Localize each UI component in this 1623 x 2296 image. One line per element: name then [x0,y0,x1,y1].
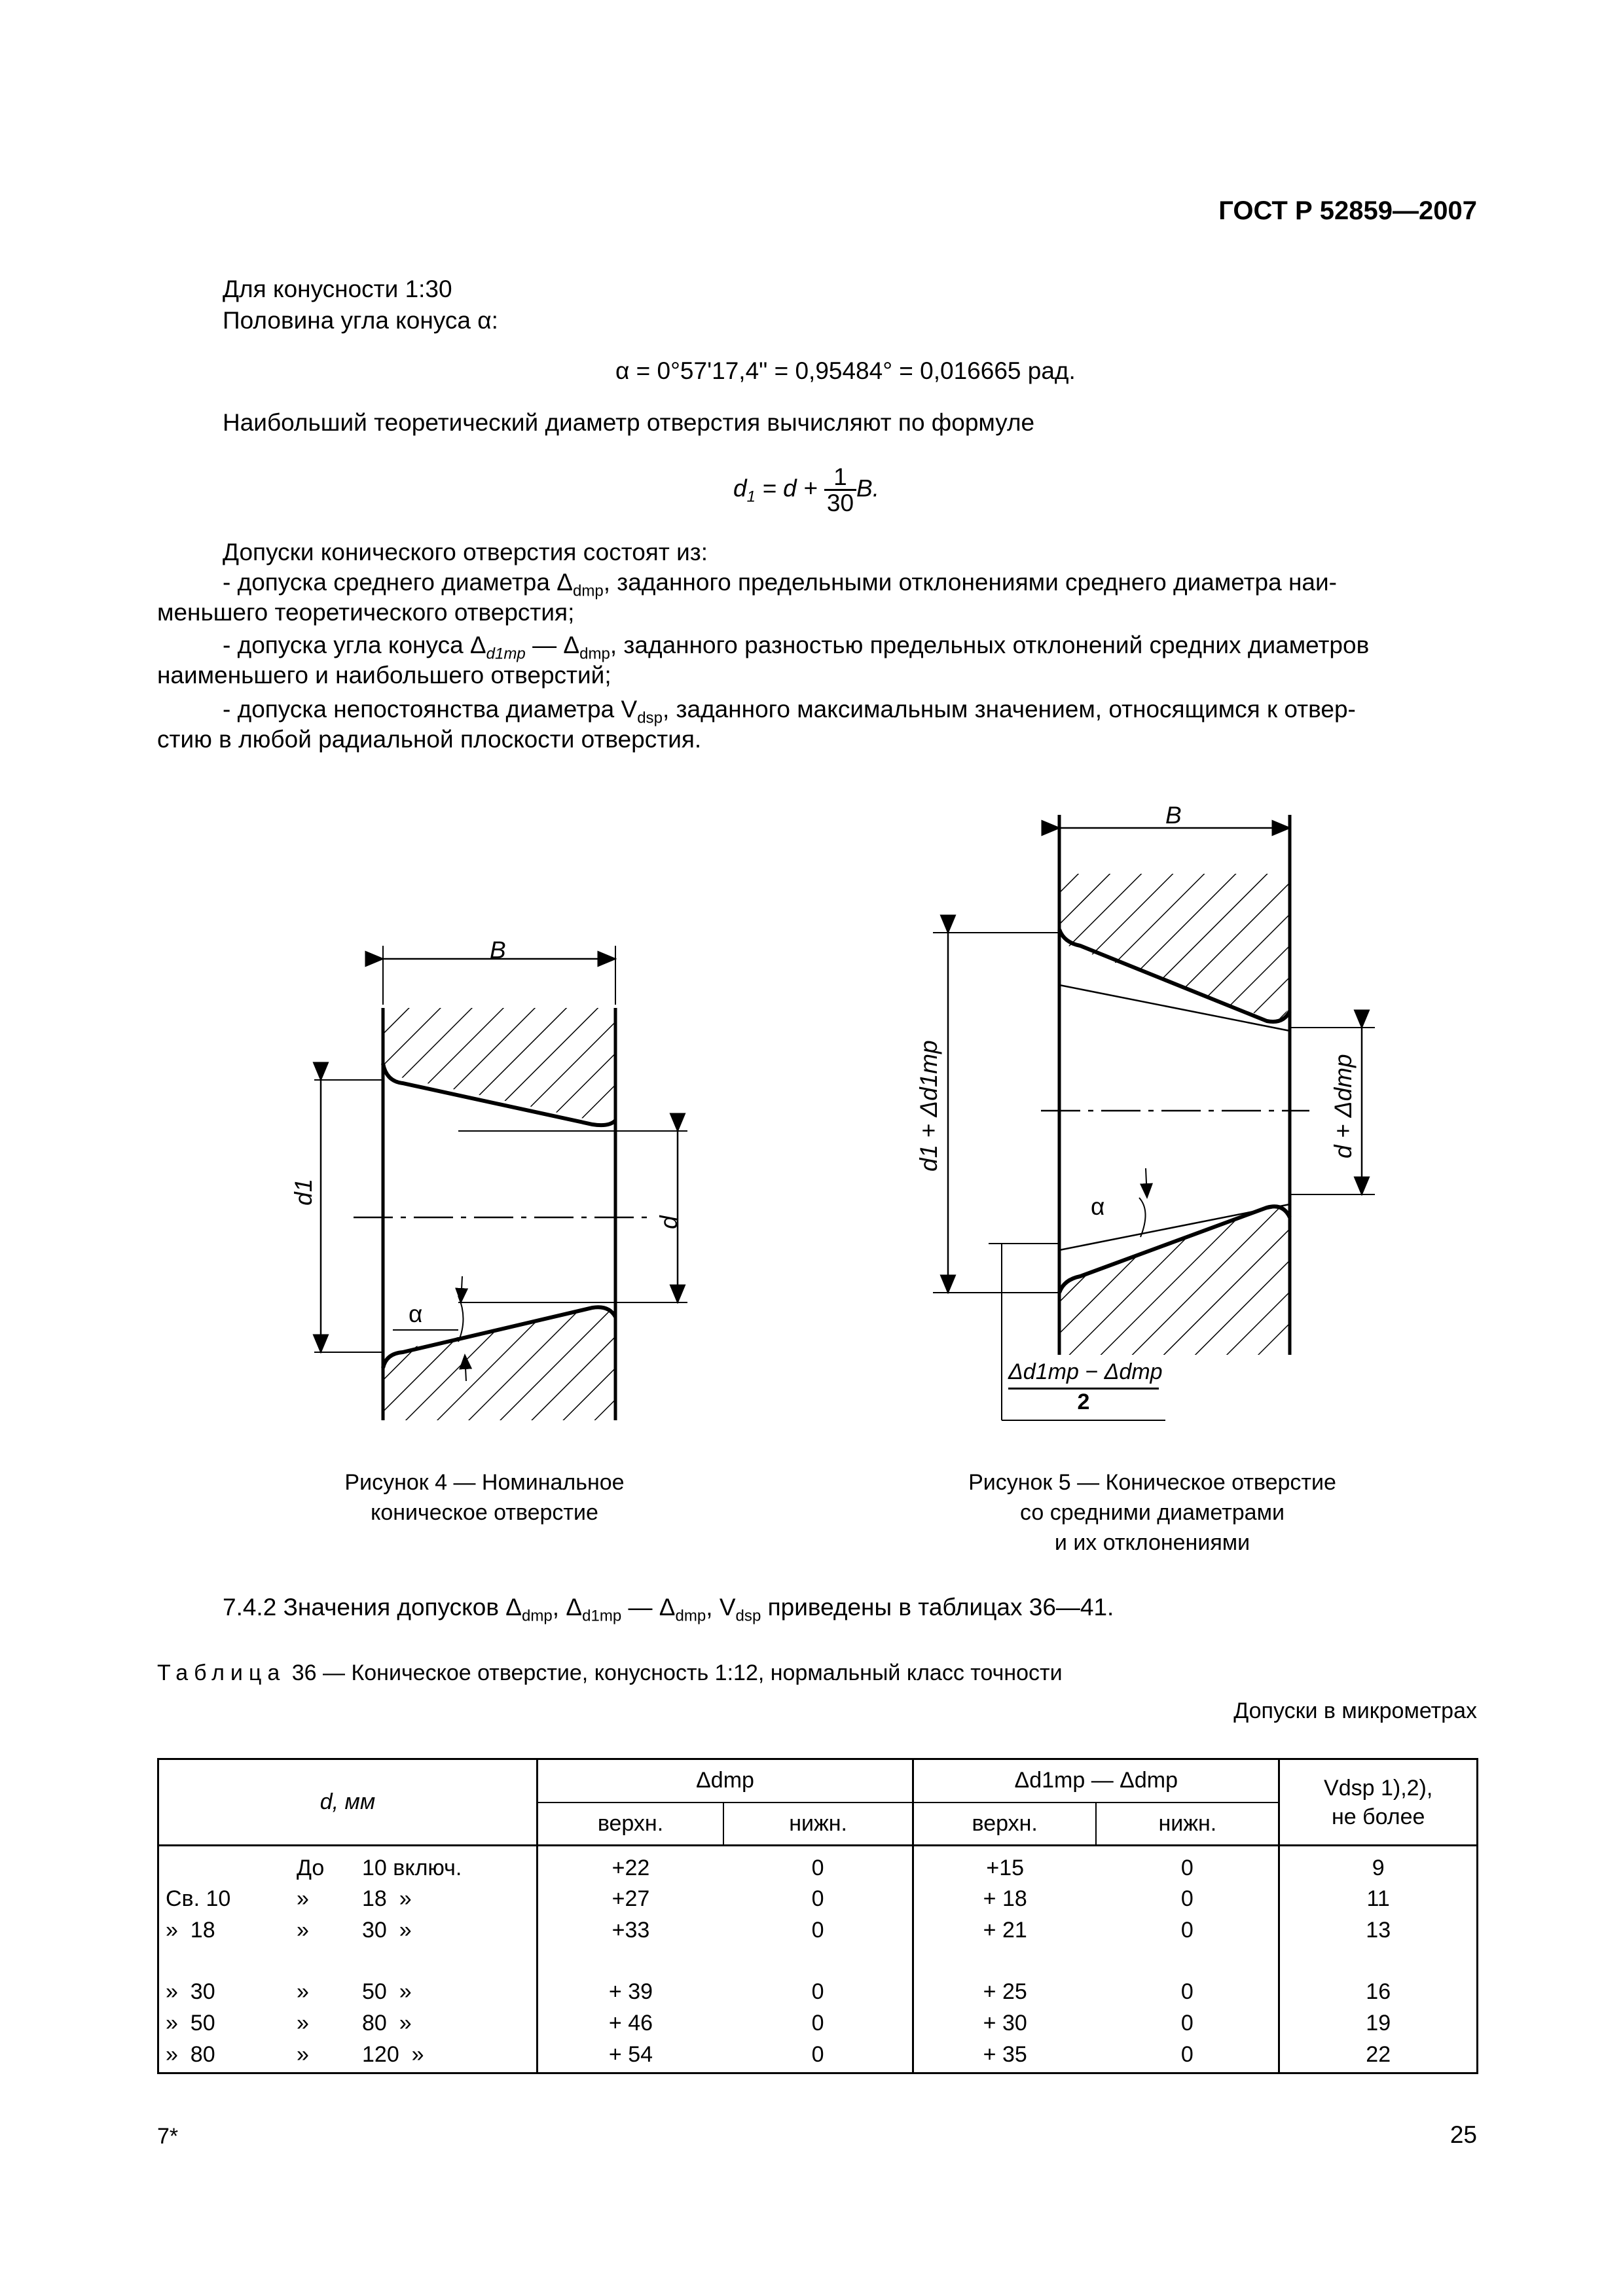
table-cell: 0 [723,1918,913,1949]
table-header-row-1 [158,1759,1478,1803]
section-7-4-2 [223,1592,1114,1632]
fig4-label-b: B [490,937,506,963]
cell-d-part: 10 включ. [362,1856,462,1880]
table-cell: 0 [723,1949,913,2011]
item3-sub: dsp [637,709,663,727]
table-row [158,2042,1478,2073]
item3-line2: стию в любой радиальной плоскости отверстия. [157,726,702,753]
formula-lhs: d [733,475,747,502]
table-row [158,1886,1478,1918]
table-cell: 16 [1279,1949,1478,2011]
cell-d-part: » [297,2010,309,2036]
figure4-drawing [314,946,687,1420]
fig5-bottom-section [1059,1207,1290,1355]
fig4-label-d: d [655,1215,682,1229]
cell-d-range [158,2042,538,2073]
table-row [158,2011,1478,2042]
table-cell: + 46 [608,2010,653,2036]
page-number: 25 [1450,2121,1477,2148]
fig5-label-left: d1 + Δd1mp [915,1040,942,1172]
cell-d-part: 30 » [362,1917,412,1943]
fig5-fraction-numerator: Δd1mp − Δdmp [1008,1356,1159,1390]
table-cell: 0 [1096,1846,1279,1886]
formula-denominator: 30 [826,490,854,516]
table-cell: 0 [723,1886,913,1918]
table-cell: + 35 [913,2042,1097,2073]
item2-text-a: - допуска угла конуса Δ [223,632,486,658]
item1-line2: меньшего теоретического отверстия; [157,599,575,626]
item1-text-a: - допуска среднего диаметра Δ [223,569,573,596]
cell-d-part: » 30 [166,1979,215,2004]
table-cell: 0 [723,2011,913,2042]
section-text-b: , Δ [552,1594,583,1621]
item2-sub2: dmp [579,645,610,663]
cell-d-range [158,1949,538,2011]
col-header-dmp: Δdmp [537,1759,913,1803]
table-body [158,1846,1478,2073]
tolerances-intro: Допуски конического отверстия состоят из: [223,539,708,565]
item2-line2: наименьшего и наибольшего отверстий; [157,662,611,689]
cell-d-part: » [297,2041,309,2067]
formula-lhs-sub: 1 [746,488,756,506]
fig5-label-right: d + Δdmp [1330,1054,1357,1158]
cell-d-part: 18 » [362,1886,412,1911]
cell-d-part: » 80 [166,2041,215,2067]
cell-d-part: » [297,1917,309,1943]
item2-sub1: d1mp [486,645,526,663]
figure5-caption-line1: Рисунок 5 — Коническое отверстие [968,1470,1336,1495]
table-title-rest: 36 — Коническое отверстие, конусность 1:12, нормальный класс точности [285,1660,1063,1685]
cell-d-part: » [297,1979,309,2004]
cell-d-part: 120 » [362,2041,424,2067]
col-header-dmp-upper: верхн. [537,1803,723,1846]
section-text-c: — Δ [621,1594,676,1621]
col-header-dmp-lower: нижн. [723,1803,913,1846]
cell-d-range [158,2011,538,2042]
table-units: Допуски в микрометрах [1233,1698,1477,1723]
cell-d-part: » 18 [166,1917,215,1943]
table-cell: + 54 [537,2042,723,2073]
figure4-caption-line2: коническое отверстие [371,1500,598,1525]
table-cell: 9 [1279,1846,1478,1886]
fig5-label-alpha: α [1091,1193,1105,1220]
fig5-label-b: B [1165,802,1182,829]
table-cell: 0 [1096,1886,1279,1918]
table-cell: +15 [986,1856,1025,1880]
figure5-caption-line3: и их отклонениями [1054,1530,1250,1555]
figure5-drawing [933,815,1375,1420]
col-header-v [1279,1759,1478,1846]
item1-sub: dmp [572,582,604,600]
table-cell: +22 [611,1856,650,1880]
table-cell: + 18 [983,1886,1027,1911]
table-cell: 22 [1279,2042,1478,2073]
table-cell: 0 [723,2042,913,2073]
section-text-e: приведены в таблицах 36—41. [761,1594,1114,1621]
table-cell: 0 [1096,1949,1279,2011]
table-cell: 11 [1279,1886,1478,1918]
cell-d-part: 80 » [362,2010,412,2036]
table-cell: 0 [1096,2042,1279,2073]
table-cell: + 25 [983,1979,1027,2004]
item3-text-a: - допуска непостоянства диаметра V [223,696,638,723]
table-row [158,1918,1478,1949]
table-row [158,1949,1478,2011]
table-row [158,1846,1478,1886]
table-title [157,1657,1063,1689]
col-header-diff-lower: нижн. [1096,1803,1279,1846]
item2-mid: — Δ [525,632,580,658]
table-title-prefix: Таблица [157,1660,286,1685]
cell-d-range [158,1918,538,1949]
table-cell: + 39 [608,1979,653,2004]
formula-eq: = d + [755,475,824,502]
col-header-v-line1: Vdsp 1),2), [1324,1775,1433,1801]
item3-text-b: , заданного максимальным значением, относящимся к отвер- [662,696,1356,723]
cell-d-part: Св. 10 [166,1886,231,1911]
fig5-fraction-denominator: 2 [1077,1390,1090,1414]
cell-d-part: До [297,1856,325,1880]
document-standard-header: ГОСТ Р 52859—2007 [1218,196,1477,225]
figure5-caption-line2: со средними диаметрами [1020,1500,1285,1525]
table-cell: 0 [723,1846,913,1886]
half-angle-line: Половина угла конуса α: [223,307,498,334]
table-cell: 19 [1279,2011,1478,2042]
tolerance-table [157,1758,1478,2074]
table-cell: + 30 [983,2010,1027,2036]
formula-numerator: 1 [824,465,856,491]
taper-line: Для конусности 1:30 [223,276,452,302]
col-header-diff-upper: верхн. [913,1803,1097,1846]
table-cell: 13 [1279,1918,1478,1949]
section-text-a: 7.4.2 Значения допусков Δ [223,1594,522,1621]
col-header-d: d, мм [158,1759,538,1846]
cell-d-range [158,1886,538,1918]
table-cell: + 21 [983,1917,1027,1943]
section-sub3: dmp [675,1607,706,1625]
formula-tail: B. [856,475,879,502]
footer-left-mark: 7* [157,2124,179,2149]
section-text-d: , V [706,1594,736,1621]
table-cell: +33 [611,1917,650,1943]
fig4-label-d1: d1 [290,1178,317,1206]
fig5-top-section [1059,874,1290,1019]
figure4-caption-line1: Рисунок 4 — Номинальное [344,1470,625,1495]
cell-d-part: » 50 [166,2010,215,2036]
max-diameter-line: Наибольший теоретический диаметр отверстия вычисляют по формуле [223,409,1035,436]
fig4-label-alpha: α [409,1300,423,1327]
col-header-diff: Δd1mp — Δdmp [913,1759,1279,1803]
table-cell: +27 [611,1886,650,1911]
section-sub2: d1mp [582,1607,622,1625]
section-sub4: dsp [735,1607,761,1625]
alpha-formula: α = 0°57'17,4" = 0,95484° = 0,016665 рад. [615,357,1076,384]
item2-text-b: , заданного разностью предельных отклонений средних диаметров [610,632,1370,658]
item1-text-b: , заданного предельными отклонениями среднего диаметра наи- [603,569,1337,596]
col-header-v-line2: не более [1331,1804,1425,1829]
section-sub1: dmp [522,1607,553,1625]
cell-d-part: 50 » [362,1979,412,2004]
cell-d-part: » [297,1886,309,1911]
cell-d-range [158,1846,538,1886]
table-cell: 0 [1096,2011,1279,2042]
table-cell: 0 [1096,1918,1279,1949]
